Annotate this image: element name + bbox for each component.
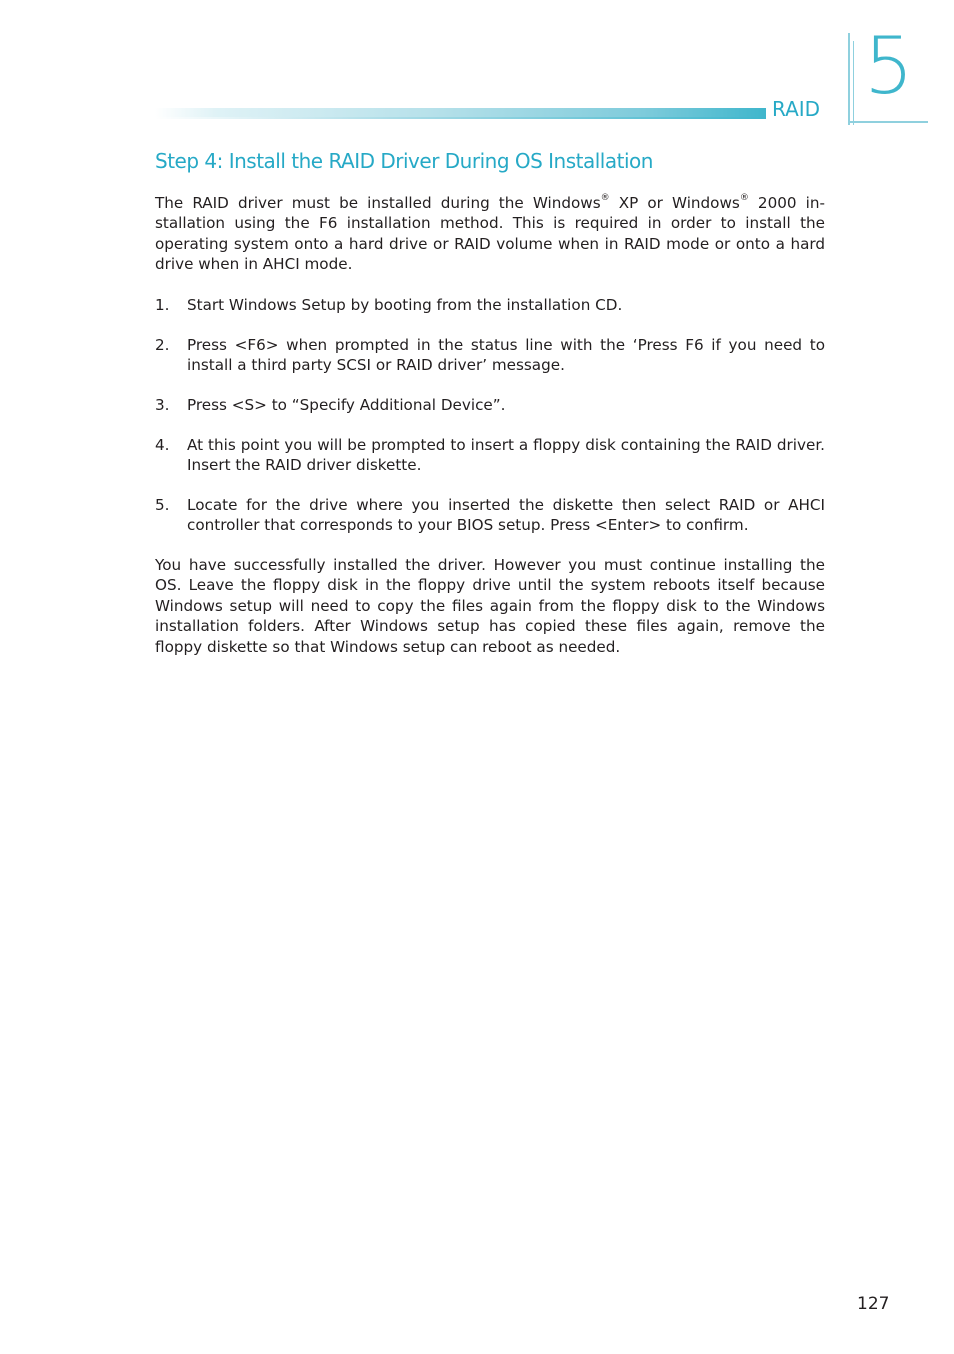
list-item-text: Press <S> to “Specify Additional Device”. [187,396,506,414]
list-item-number: 4. [155,436,170,454]
header-rule [155,117,766,119]
conclusion-paragraph: You have successfully installed the driver. However you must continue installing the OS. Leave the floppy disk in the floppy drive until the system reboots itself because Windows setup will need to copy the files again from the floppy disk to the Windows installation folders. After Windows setup has copied these files again, remove the floppy diskette so that Windows setup can reboot as needed. [155,556,825,656]
page-number: 127 [857,1294,890,1314]
registered-mark: ® [600,192,610,203]
intro-text-2: XP or Windows [609,194,740,212]
list-item-text: At this point you will be prompted to insert a floppy disk containing the RAID driver. Insert the RAID driver diskette. [187,436,825,475]
chapter-number: 5 [864,22,914,112]
intro-text-1: The RAID driver must be installed during the Windows [155,194,601,212]
registered-mark: ® [739,192,749,203]
intro-text-3: 2000 in-stallation using the F6 installation method. This is required in order to install the operating system onto a hard drive or RAID volume when in RAID mode or onto a hard drive when in AHCI mode. [155,194,825,274]
list-item-text: Start Windows Setup by booting from the installation CD. [187,296,623,314]
list-item-text: Locate for the drive where you inserted the diskette then select RAID or AHCI controller that corresponds to your BIOS setup. Press <Enter> to confirm. [187,496,825,535]
chapter-tab-inner-border [853,41,854,125]
chapter-tab-bottom-border [848,121,928,123]
list-item-number: 3. [155,396,170,414]
intro-paragraph [155,193,825,275]
section-label: RAID [772,97,821,121]
list-item-number: 2. [155,336,170,354]
list-item-number: 1. [155,296,170,314]
list-item-number: 5. [155,496,170,514]
list-item-text: Press <F6> when prompted in the status line with the ‘Press F6 if you need to install a third party SCSI or RAID driver’ message. [187,336,825,375]
chapter-tab-border [848,33,850,125]
step-title: Step 4: Install the RAID Driver During OS Installation [155,149,653,173]
